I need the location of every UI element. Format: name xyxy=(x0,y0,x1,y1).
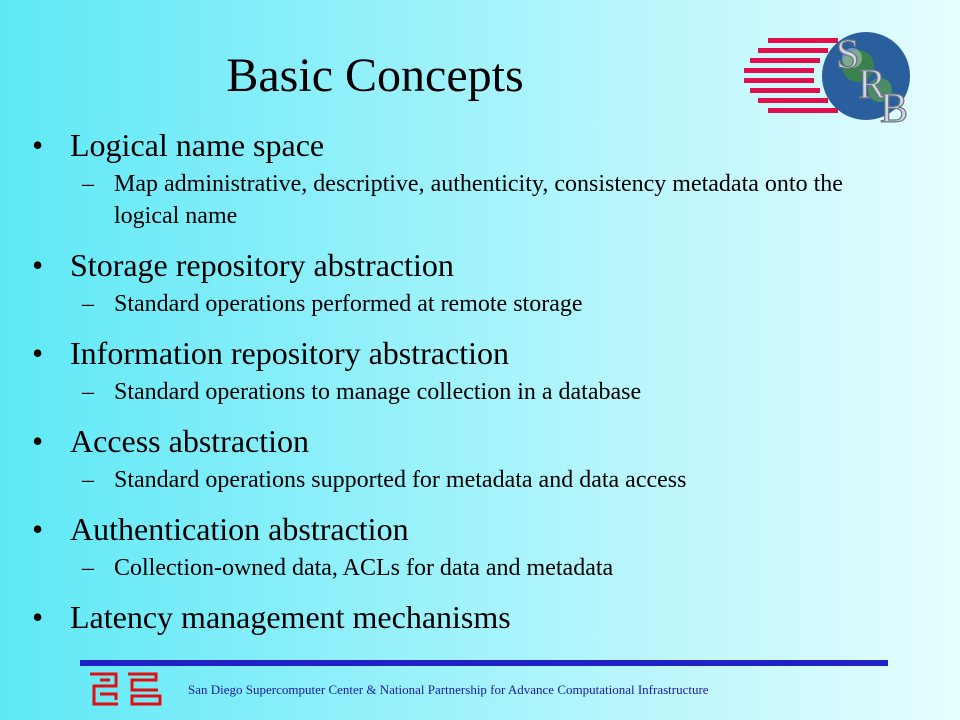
sub-bullet-text: Collection-owned data, ACLs for data and metadata xyxy=(114,555,614,581)
bullet-item xyxy=(32,242,932,320)
sub-bullet-dash-icon: – xyxy=(82,291,94,317)
bullet-dot-icon: • xyxy=(32,599,44,635)
sub-bullet xyxy=(82,464,892,496)
bullet-main xyxy=(32,122,932,168)
footer-text: San Diego Supercomputer Center & National Partnership for Advance Computational Infrastructure xyxy=(188,682,709,697)
bullet-dot-icon: • xyxy=(32,335,44,371)
bullet-dot-icon: • xyxy=(32,247,44,283)
footer-bar xyxy=(80,660,888,666)
logo-letter-r: R xyxy=(858,62,887,108)
srb-logo xyxy=(740,28,920,124)
sub-bullet-dash-icon: – xyxy=(82,555,94,581)
bullet-list xyxy=(32,122,932,650)
bullet-item xyxy=(32,418,932,496)
bullet-main xyxy=(32,242,932,288)
sub-bullet xyxy=(82,376,892,408)
sub-bullet xyxy=(82,552,892,584)
bullet-dot-icon: • xyxy=(32,423,44,459)
bullet-text: Information repository abstraction xyxy=(70,335,509,371)
bullet-text: Authentication abstraction xyxy=(70,511,409,547)
logo-letter-s: S xyxy=(836,32,860,78)
sub-bullet-text: Standard operations supported for metadata and data access xyxy=(114,467,687,493)
bullet-text: Latency management mechanisms xyxy=(70,599,511,635)
bullet-item xyxy=(32,122,932,232)
bullet-item xyxy=(32,594,932,640)
logo-letter-b: B xyxy=(880,86,909,124)
bullet-dot-icon: • xyxy=(32,127,44,163)
slide-title: Basic Concepts xyxy=(226,49,524,102)
sub-bullet-dash-icon: – xyxy=(82,379,94,405)
bullet-text: Access abstraction xyxy=(70,423,310,459)
bullet-text: Storage repository abstraction xyxy=(70,247,454,283)
sub-bullet-text: Standard operations to manage collection in a database xyxy=(114,379,642,405)
bullet-main xyxy=(32,506,932,552)
bullet-main xyxy=(32,330,932,376)
bullet-item xyxy=(32,506,932,584)
sub-bullet-text: Map administrative, descriptive, authenticity, consistency metadata onto the logical name xyxy=(114,171,843,229)
sub-bullet-text: Standard operations performed at remote storage xyxy=(114,291,583,317)
bullet-dot-icon: • xyxy=(32,511,44,547)
sub-bullet-dash-icon: – xyxy=(82,171,94,197)
npaci-logo xyxy=(86,670,166,708)
sub-bullet xyxy=(82,168,892,232)
bullet-text: Logical name space xyxy=(70,127,325,163)
bullet-main xyxy=(32,418,932,464)
sub-bullet-dash-icon: – xyxy=(82,467,94,493)
bullet-item xyxy=(32,330,932,408)
sub-bullet xyxy=(82,288,892,320)
bullet-main xyxy=(32,594,932,640)
